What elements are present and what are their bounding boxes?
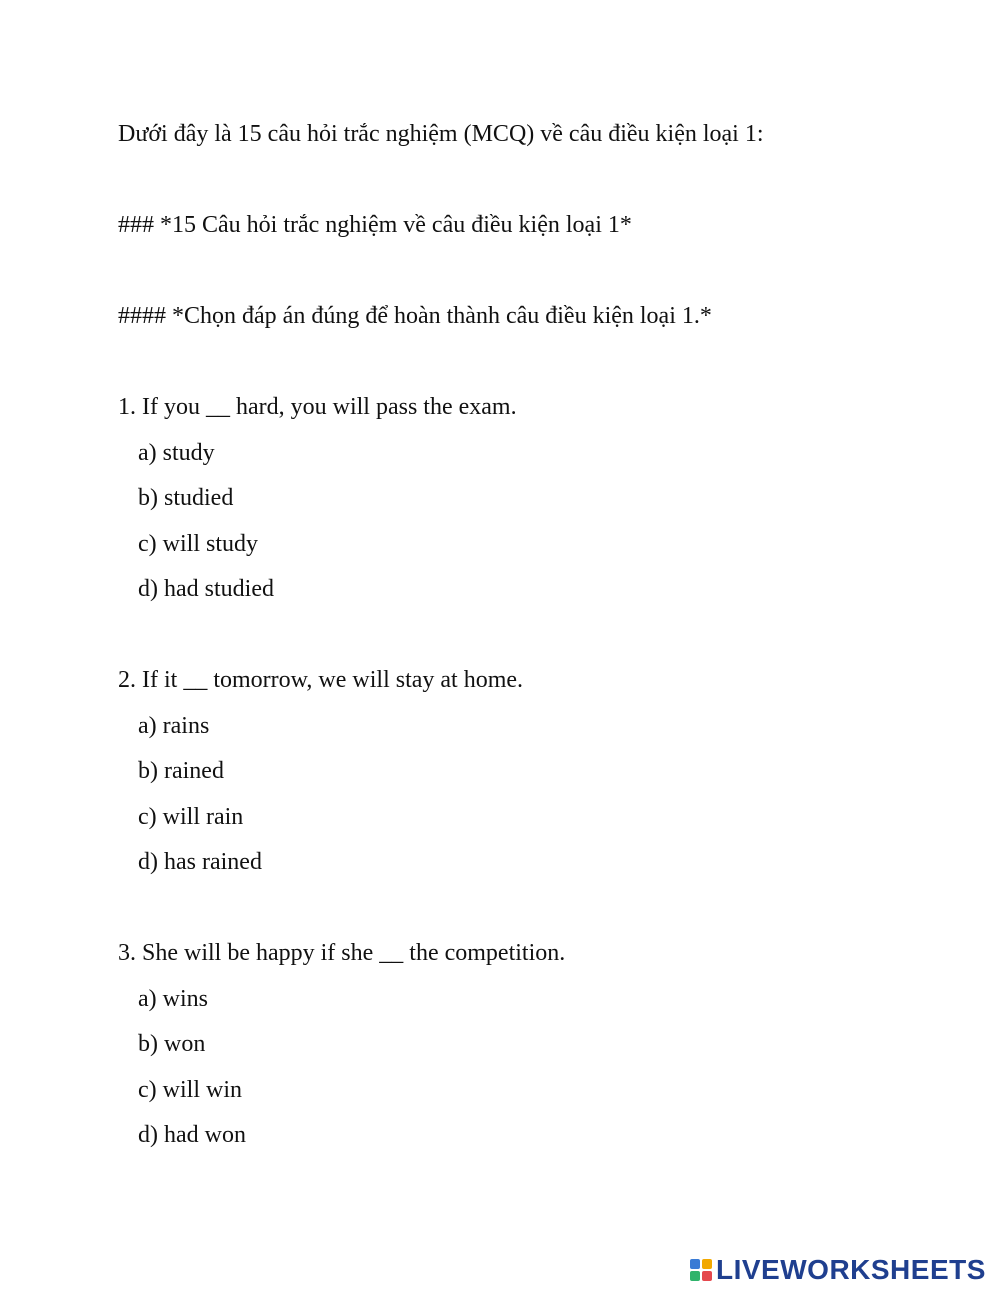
question-2: 2. If it __ tomorrow, we will stay at home. — [118, 667, 524, 693]
question-1: 1. If you __ hard, you will pass the exam. — [118, 394, 517, 420]
logo-square — [690, 1271, 700, 1281]
question-1-option-c: c) will study — [138, 531, 258, 557]
intro-text: Dưới đây là 15 câu hỏi trắc nghiệm (MCQ) về câu điều kiện loại 1: — [118, 121, 764, 147]
question-1-option-d: d) had studied — [138, 576, 274, 602]
logo-square — [702, 1271, 712, 1281]
liveworksheets-logo-text: LIVEWORKSHEETS — [716, 1254, 986, 1285]
question-1-option-a: a) study — [138, 440, 215, 466]
logo-square — [690, 1259, 700, 1269]
question-2-option-a: a) rains — [138, 713, 210, 739]
question-3-option-a: a) wins — [138, 986, 208, 1012]
logo-square — [702, 1259, 712, 1269]
worksheet-heading: ### *15 Câu hỏi trắc nghiệm về câu điều kiện loại 1* — [118, 212, 632, 238]
question-3-option-d: d) had won — [138, 1122, 246, 1148]
question-3-option-b: b) won — [138, 1031, 206, 1057]
worksheet-subheading: #### *Chọn đáp án đúng để hoàn thành câu điều kiện loại 1.* — [118, 303, 712, 329]
question-2-option-c: c) will rain — [138, 804, 244, 830]
question-3: 3. She will be happy if she __ the competition. — [118, 940, 566, 966]
question-2-option-b: b) rained — [138, 758, 224, 784]
question-3-option-c: c) will win — [138, 1077, 242, 1103]
question-1-option-b: b) studied — [138, 485, 234, 511]
liveworksheets-logo — [690, 1253, 986, 1287]
question-2-option-d: d) has rained — [138, 849, 262, 875]
liveworksheets-logo-icon — [690, 1259, 712, 1281]
